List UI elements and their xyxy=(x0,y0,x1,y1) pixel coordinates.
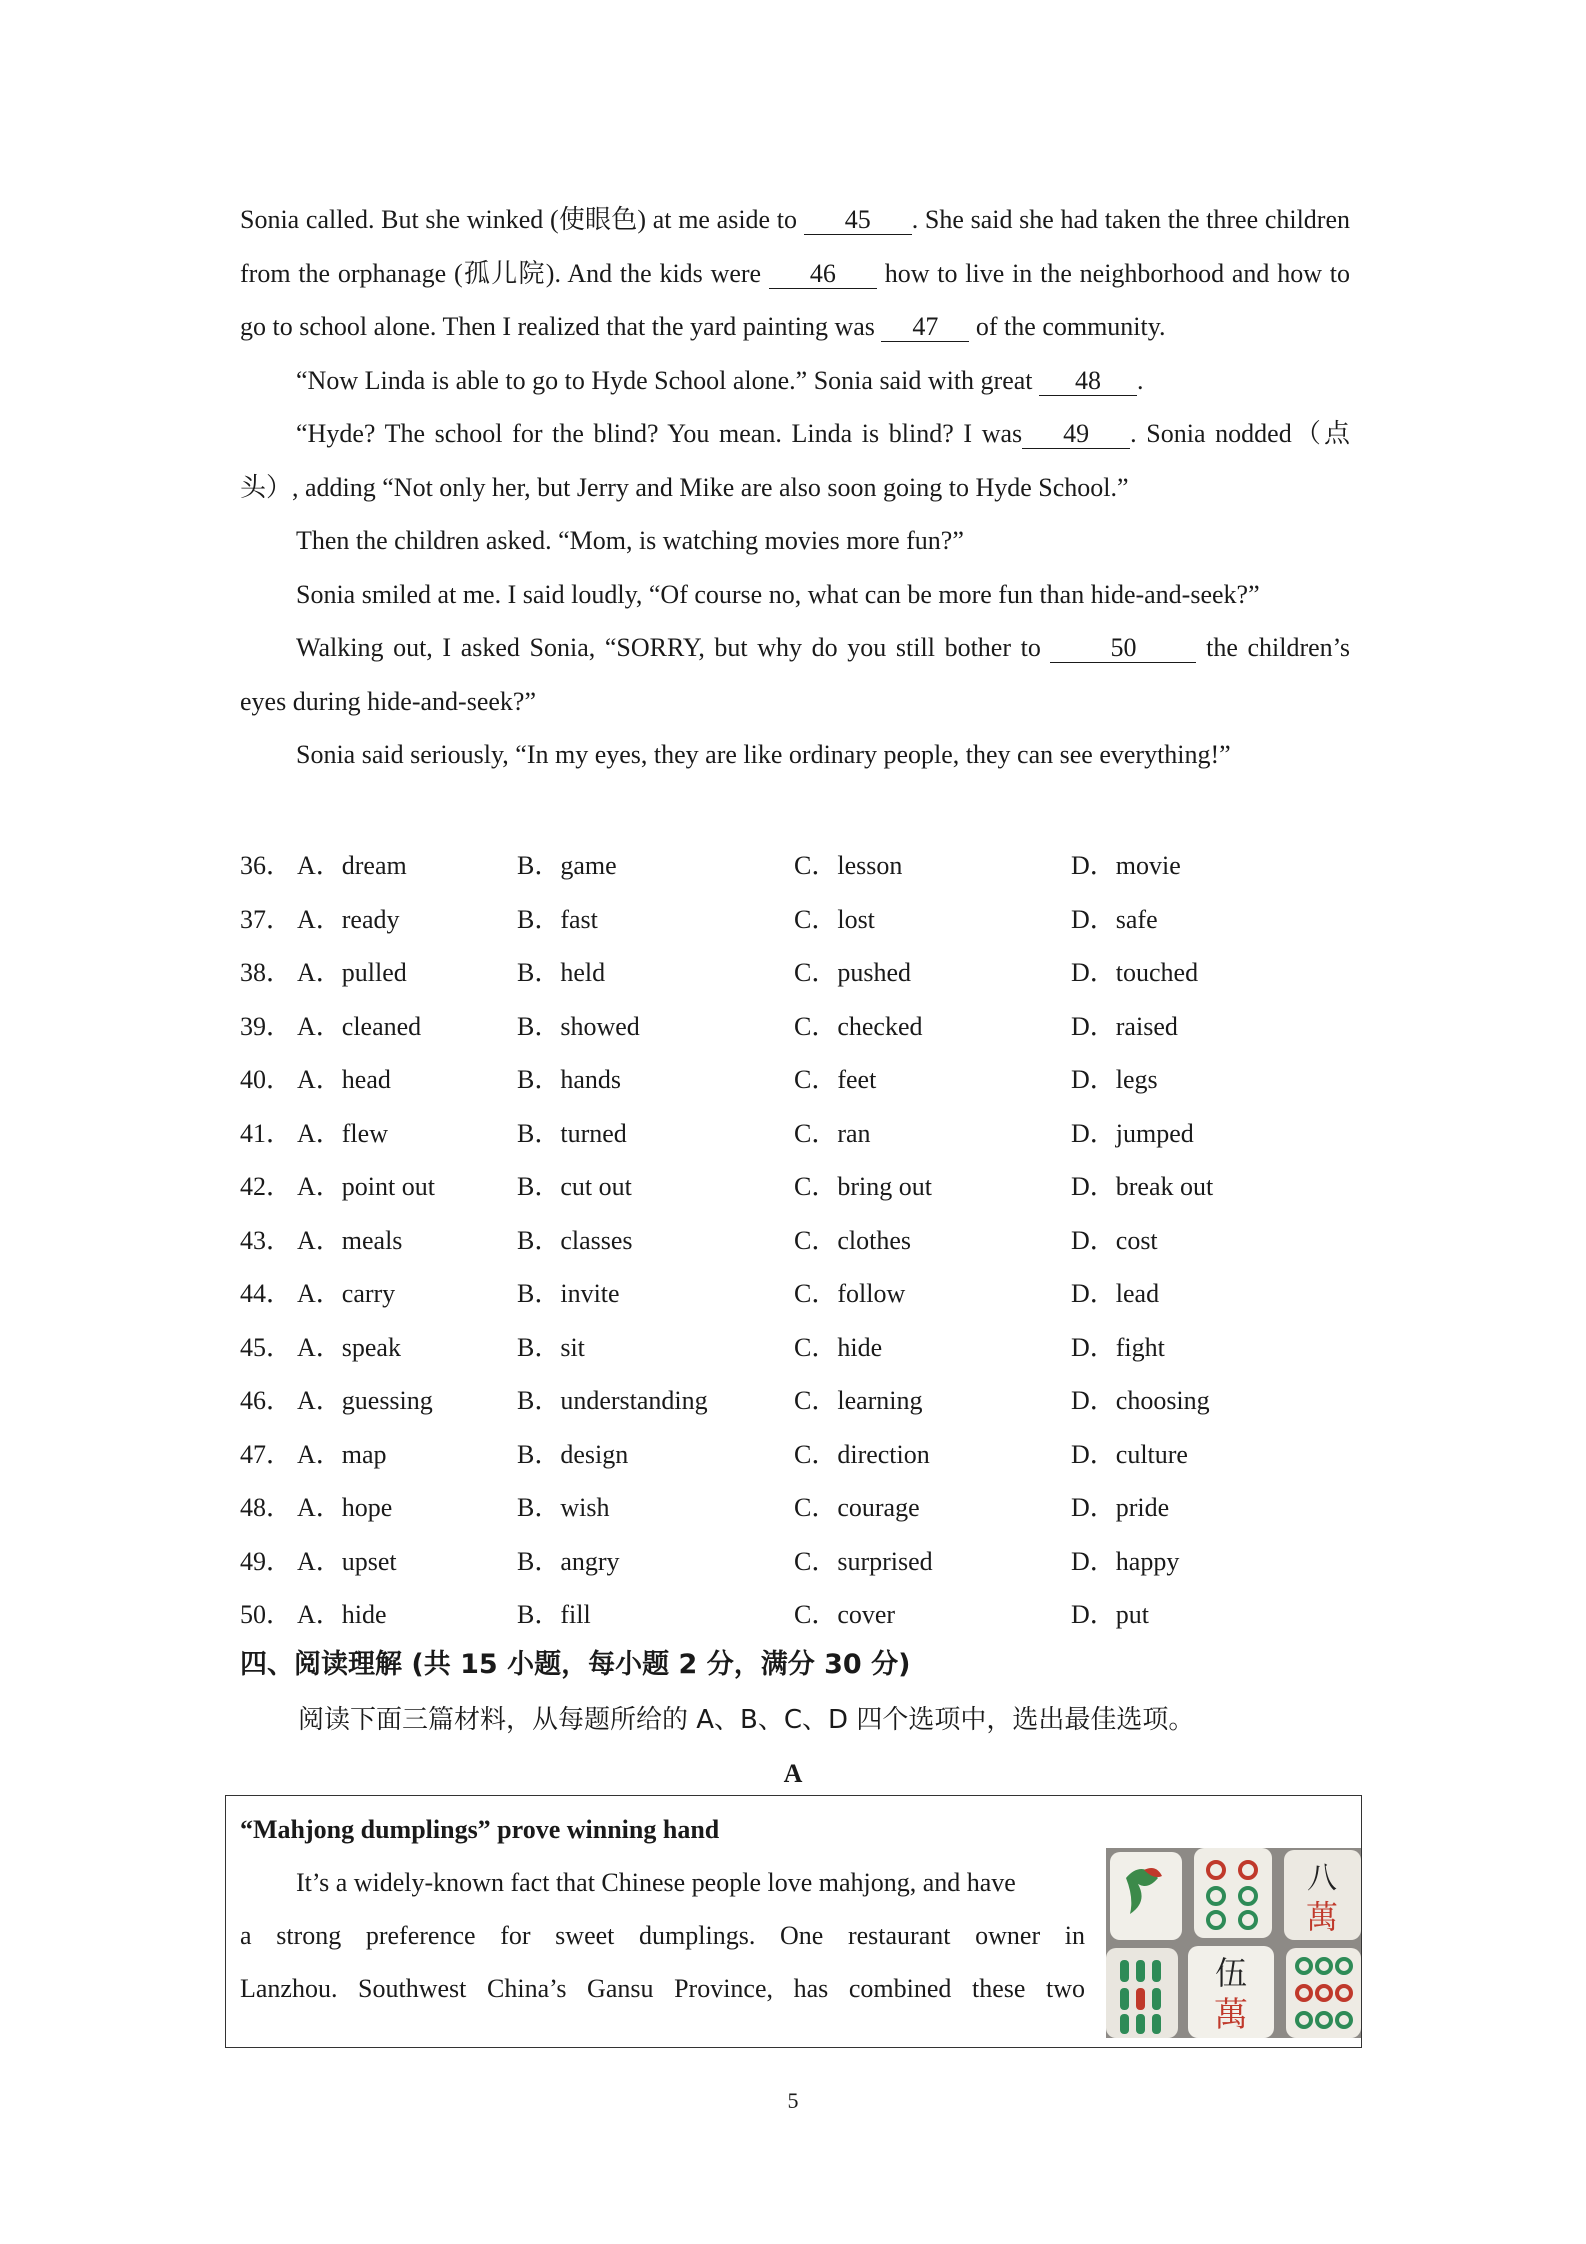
question-row xyxy=(240,1053,1350,1107)
option-a: A．carry xyxy=(297,1279,396,1308)
tile-character: 萬 xyxy=(1305,1898,1339,1936)
question-row xyxy=(240,1588,1350,1642)
tile-character: 萬 xyxy=(1214,1995,1248,2035)
article-line: a strong preference for sweet dumplings. One restaurant owner in xyxy=(240,1921,1085,1950)
question-number: 48． xyxy=(240,1493,293,1522)
question-row xyxy=(240,1374,1350,1428)
blank-50: 50 xyxy=(1050,634,1196,663)
option-c: C．direction xyxy=(794,1439,930,1469)
option-d: D．movie xyxy=(1071,851,1181,880)
option-c: C．pushed xyxy=(794,958,912,987)
question-number: 40． xyxy=(240,1065,293,1094)
option-b: B．sit xyxy=(517,1332,585,1362)
option-c: C．learning xyxy=(794,1386,923,1415)
question-number: 38． xyxy=(240,958,293,987)
article-box xyxy=(225,1795,1362,2048)
option-c: C．surprised xyxy=(794,1546,933,1576)
option-b: B．showed xyxy=(517,1011,640,1041)
option-a: A．cleaned xyxy=(297,1011,422,1041)
option-a: A．dream xyxy=(297,851,407,880)
paragraph-4: Then the children asked. “Mom, is watching movies more fun?” xyxy=(296,526,964,555)
question-row xyxy=(240,1535,1350,1589)
option-b: B．design xyxy=(517,1439,629,1469)
page-number: 5 xyxy=(787,2088,799,2113)
option-c: C．bring out xyxy=(794,1172,932,1201)
option-b: B．hands xyxy=(517,1065,622,1094)
question-number: 44． xyxy=(240,1279,293,1308)
option-b: B．fill xyxy=(517,1600,591,1629)
question-number: 37． xyxy=(240,904,293,934)
option-d: D．lead xyxy=(1071,1279,1160,1308)
question-row xyxy=(240,839,1350,893)
blank-47: 47 xyxy=(881,313,969,342)
option-d: D．pride xyxy=(1071,1493,1170,1522)
option-d: D．choosing xyxy=(1071,1386,1210,1415)
option-d: D．touched xyxy=(1071,958,1199,987)
option-c: C．checked xyxy=(794,1011,923,1041)
question-number: 41． xyxy=(240,1118,293,1148)
passage-label: A xyxy=(783,1759,803,1788)
option-b: B．fast xyxy=(517,904,598,934)
option-a: A．speak xyxy=(297,1332,401,1362)
article-title: “Mahjong dumplings” prove winning hand xyxy=(240,1815,720,1844)
option-b: B．angry xyxy=(517,1546,620,1576)
question-number: 49． xyxy=(240,1546,293,1576)
question-number: 42． xyxy=(240,1172,293,1201)
option-c: C．courage xyxy=(794,1493,920,1522)
option-a: A．map xyxy=(297,1439,387,1469)
question-number: 43． xyxy=(240,1225,293,1255)
question-row xyxy=(240,1481,1350,1535)
question-number: 39． xyxy=(240,1011,293,1041)
paragraph-5: Sonia smiled at me. I said loudly, “Of course no, what can be more fun than hide-and-seek?” xyxy=(296,579,1260,609)
option-b: B．held xyxy=(517,958,606,987)
tile-character: 伍 xyxy=(1214,1954,1248,1992)
article-line: Lanzhou. Southwest China’s Gansu Province, has combined these two xyxy=(240,1974,1085,2003)
option-c: C．lost xyxy=(794,904,875,934)
option-b: B．wish xyxy=(517,1493,610,1522)
option-c: C．clothes xyxy=(794,1225,911,1255)
option-a: A．meals xyxy=(297,1225,403,1255)
option-a: A．flew xyxy=(297,1118,388,1148)
question-row xyxy=(240,1107,1350,1161)
option-b: B．cut out xyxy=(517,1172,632,1201)
blank-46: 46 xyxy=(769,260,877,289)
option-b: B．invite xyxy=(517,1279,620,1308)
paragraph-1: Sonia called. But she winked (使眼色) at me aside to 45 . She said she had taken the three children from the orphanage (孤儿院). And the kids were 46 how to live in the neighborhood and how to go to school alone. Then I realized that the yard painting was 47 of the community. xyxy=(240,205,1351,341)
option-c: C．lesson xyxy=(794,851,903,880)
option-d: D．safe xyxy=(1071,904,1158,934)
question-number: 36． xyxy=(240,851,293,880)
option-d: D．happy xyxy=(1071,1546,1180,1576)
section-instruction: 阅读下面三篇材料，从每题所给的 A、B、C、D 四个选项中，选出最佳选项。 xyxy=(298,1705,1195,1735)
option-a: A．hope xyxy=(297,1493,393,1522)
option-d: D．raised xyxy=(1071,1011,1178,1041)
option-d: D．fight xyxy=(1071,1332,1165,1362)
question-number: 50． xyxy=(240,1600,293,1629)
section-heading: 四、阅读理解 (共 15 小题，每小题 2 分，满分 30 分) xyxy=(240,1649,911,1680)
question-row xyxy=(240,893,1350,947)
paragraph-7: Sonia said seriously, “In my eyes, they are like ordinary people, they can see everything!” xyxy=(296,740,1231,769)
option-b: B．classes xyxy=(517,1225,633,1255)
blank-49: 49 xyxy=(1022,420,1130,449)
article-line: It’s a widely-known fact that Chinese people love mahjong, and have xyxy=(296,1868,1016,1897)
blank-48: 48 xyxy=(1039,367,1137,396)
blank-45: 45 xyxy=(804,206,912,235)
option-a: A．guessing xyxy=(297,1386,433,1415)
option-b: B．turned xyxy=(517,1118,627,1148)
question-number: 45． xyxy=(240,1332,293,1362)
question-row xyxy=(240,1428,1350,1482)
option-a: A．ready xyxy=(297,904,400,934)
question-row xyxy=(240,1160,1350,1214)
option-b: B．understanding xyxy=(517,1386,708,1415)
option-a: A．hide xyxy=(297,1600,387,1629)
option-c: C．feet xyxy=(794,1065,877,1094)
paragraph-6: Walking out, I asked Sonia, “SORRY, but why do you still bother to 50 the children’s eyes during hide-and-seek?” xyxy=(240,633,1351,716)
option-b: B．game xyxy=(517,851,617,880)
option-d: D．break out xyxy=(1071,1172,1214,1201)
option-d: D．culture xyxy=(1071,1439,1188,1469)
option-a: A．pulled xyxy=(297,958,407,987)
option-c: C．hide xyxy=(794,1332,883,1362)
question-options xyxy=(240,839,1350,1642)
option-a: A．upset xyxy=(297,1546,397,1576)
option-d: D．put xyxy=(1071,1600,1150,1629)
tile-character: 八 xyxy=(1307,1861,1337,1896)
question-row xyxy=(240,1214,1350,1268)
question-number: 47． xyxy=(240,1439,293,1469)
option-d: D．cost xyxy=(1071,1225,1158,1255)
mahjong-tiles-image xyxy=(1106,1848,1361,2038)
question-row xyxy=(240,1267,1350,1321)
option-a: A．head xyxy=(297,1065,391,1094)
option-d: D．legs xyxy=(1071,1065,1158,1094)
question-number: 46． xyxy=(240,1386,293,1415)
question-row xyxy=(240,1000,1350,1054)
option-c: C．follow xyxy=(794,1279,906,1308)
option-c: C．ran xyxy=(794,1118,871,1148)
paragraph-2: “Now Linda is able to go to Hyde School alone.” Sonia said with great 48 . xyxy=(296,365,1144,395)
cloze-passage xyxy=(240,193,1350,782)
option-d: D．jumped xyxy=(1071,1118,1194,1148)
option-a: A．point out xyxy=(297,1172,435,1201)
option-c: C．cover xyxy=(794,1600,896,1629)
paragraph-3: “Hyde? The school for the blind? You mean. Linda is blind? I was 49 . Sonia nodded（点头）, adding “Not only her, but Jerry and Mike are also soon going to Hyde School.” xyxy=(240,419,1350,502)
question-row xyxy=(240,1321,1350,1375)
question-row xyxy=(240,946,1350,1000)
